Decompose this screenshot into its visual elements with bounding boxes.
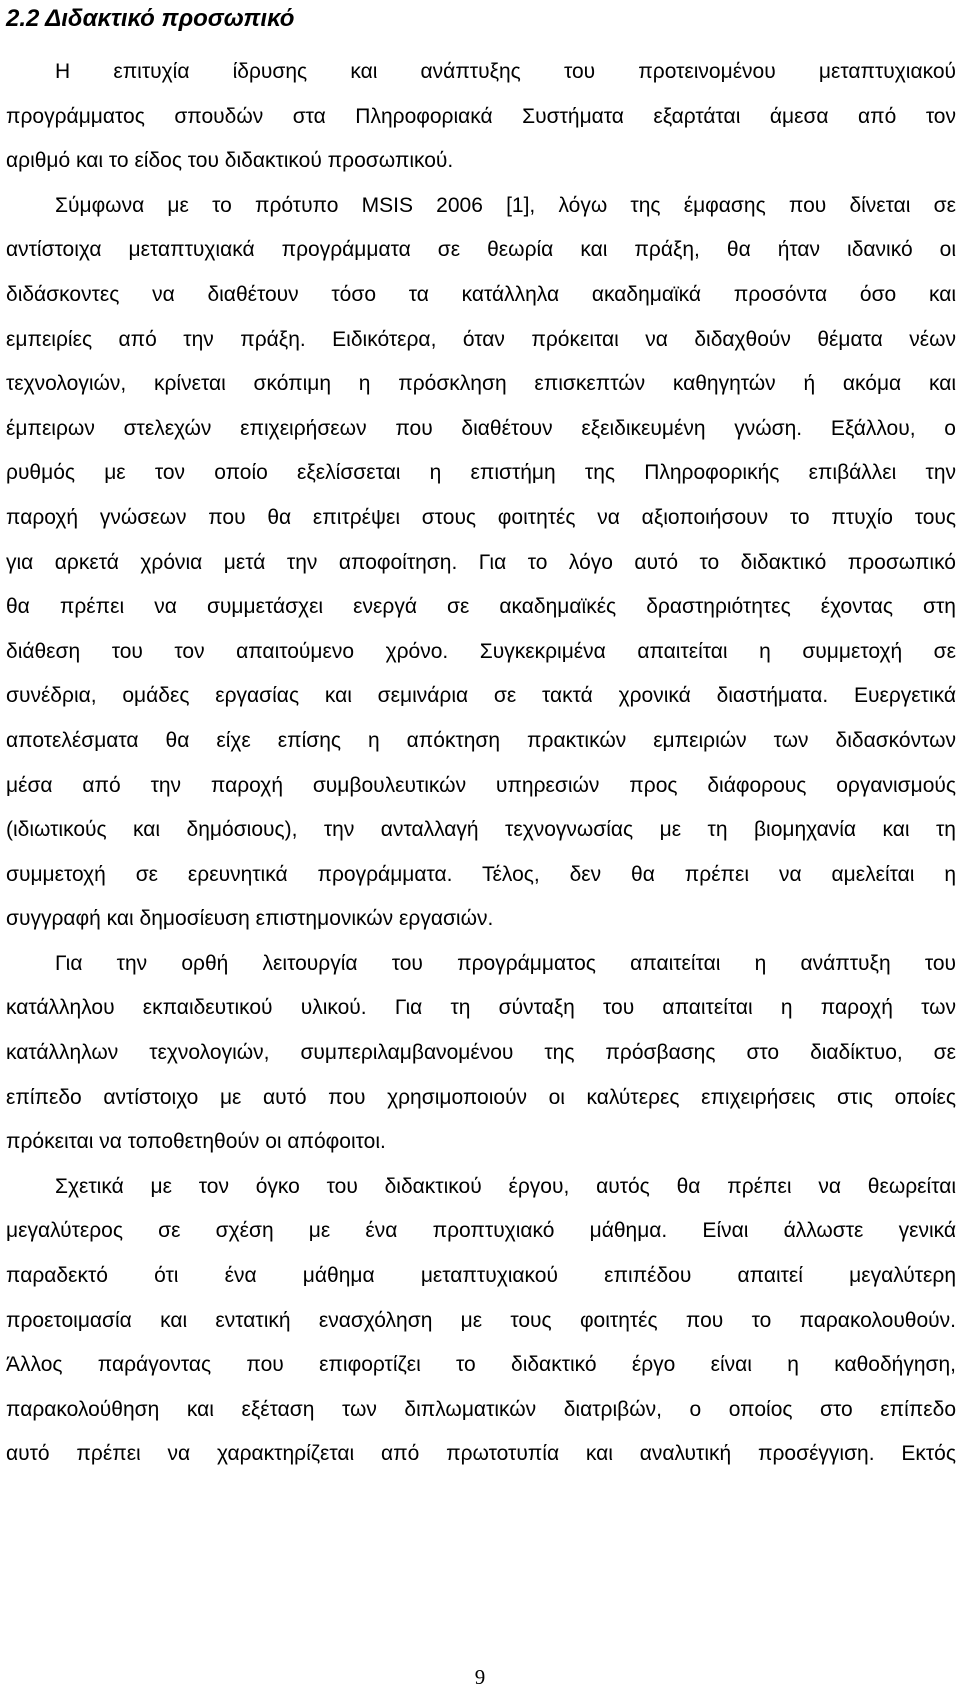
text-line: συγγραφή και δημοσίευση επιστημονικών εργασιών. (6, 907, 494, 931)
paragraph (6, 942, 956, 1165)
text-line: παρακολούθηση και εξέταση των διπλωματικών διατριβών, ο οποίος στο επίπεδο (6, 1397, 956, 1421)
text-line: παροχή γνώσεων που θα επιτρέψει στους φοιτητές να αξιοποιήσουν το πτυχίο τους (6, 505, 956, 529)
text-line: επίπεδο αντίστοιχο με αυτό που χρησιμοποιούν οι καλύτερες επιχειρήσεις στις οποίες (6, 1085, 956, 1109)
page-number: 9 (474, 1665, 486, 1689)
text-line: αποτελέσματα θα είχε επίσης η απόκτηση πρακτικών εμπειριών των διδασκόντων (6, 728, 956, 752)
text-line: Σύμφωνα με το πρότυπο MSIS 2006 [1], λόγω της έμφασης που δίνεται σε (55, 193, 956, 217)
text-line: τεχνολογιών, κρίνεται σκόπιμη η πρόσκληση επισκεπτών καθηγητών ή ακόμα και (6, 372, 956, 396)
text-line: παραδεκτό ότι ένα μάθημα μεταπτυχιακού επιπέδου απαιτεί μεγαλύτερη (6, 1264, 956, 1288)
paragraph (6, 1165, 956, 1477)
text-line: μέσα από την παροχή συμβουλευτικών υπηρεσιών προς διάφορους οργανισμούς (6, 773, 956, 797)
text-line: κατάλληλου εκπαιδευτικού υλικού. Για τη σύνταξη του απαιτείται η παροχή των (6, 996, 956, 1020)
text-line: Σχετικά με τον όγκο του διδακτικού έργου, αυτός θα πρέπει να θεωρείται (55, 1174, 956, 1198)
text-line: πρόκειται να τοποθετηθούν οι απόφοιτοι. (6, 1130, 386, 1154)
text-line: για αρκετά χρόνια μετά την αποφοίτηση. Για το λόγο αυτό το διδακτικό προσωπικό (6, 550, 956, 574)
paragraph (6, 50, 956, 184)
text-line: αυτό πρέπει να χαρακτηρίζεται από πρωτοτυπία και αναλυτική προσέγγιση. Εκτός (6, 1442, 956, 1466)
section-heading: 2.2 Διδακτικό προσωπικό (6, 5, 295, 32)
text-line: συμμετοχή σε ερευνητικά προγράμματα. Τέλος, δεν θα πρέπει να αμελείται η (6, 862, 956, 886)
text-line: αριθμό και το είδος του διδακτικού προσωπικού. (6, 149, 454, 173)
text-line: προγράμματος σπουδών στα Πληροφοριακά Συστήματα εξαρτάται άμεσα από τον (6, 104, 956, 128)
text-line: Η επιτυχία ίδρυσης και ανάπτυξης του προτεινομένου μεταπτυχιακού (55, 60, 956, 83)
text-line: εμπειρίες από την πράξη. Ειδικότερα, όταν πρόκειται να διδαχθούν θέματα νέων (6, 327, 956, 351)
text-line: θα πρέπει να συμμετάσχει ενεργά σε ακαδημαϊκές δραστηριότητες έχοντας στη (6, 595, 956, 619)
text-line: Άλλος παράγοντας που επιφορτίζει το διδακτικό έργο είναι η καθοδήγηση, (6, 1353, 956, 1377)
text-line: Για την ορθή λειτουργία του προγράμματος απαιτείται η ανάπτυξη του (55, 951, 956, 975)
text-line: μεγαλύτερος σε σχέση με ένα προπτυχιακό μάθημα. Είναι άλλωστε γενικά (6, 1219, 956, 1243)
text-line: κατάλληλων τεχνολογιών, συμπεριλαμβανομένου της πρόσβασης στο διαδίκτυο, σε (6, 1041, 956, 1065)
text-line: διδάσκοντες να διαθέτουν τόσο τα κατάλληλα ακαδημαϊκά προσόντα όσο και (6, 282, 956, 306)
text-line: έμπειρων στελεχών επιχειρήσεων που διαθέτουν εξειδικευμένη γνώση. Εξάλλου, ο (6, 416, 956, 440)
paragraph (6, 184, 956, 942)
text-line: διάθεση του τον απαιτούμενο χρόνο. Συγκεκριμένα απαιτείται η συμμετοχή σε (6, 639, 956, 663)
text-line: αντίστοιχα μεταπτυχιακά προγράμματα σε θεωρία και πράξη, θα ήταν ιδανικό οι (6, 238, 956, 262)
body-text (6, 50, 956, 1477)
text-line: ρυθμός με τον οποίο εξελίσσεται η επιστήμη της Πληροφορικής επιβάλλει την (6, 461, 956, 485)
text-line: (ιδιωτικούς και δημόσιους), την ανταλλαγή τεχνογνωσίας με τη βιομηχανία και τη (6, 818, 956, 842)
text-line: προετοιμασία και εντατική ενασχόληση με τους φοιτητές που το παρακολουθούν. (6, 1308, 956, 1332)
text-line: συνέδρια, ομάδες εργασίας και σεμινάρια σε τακτά χρονικά διαστήματα. Ευεργετικά (6, 684, 956, 708)
